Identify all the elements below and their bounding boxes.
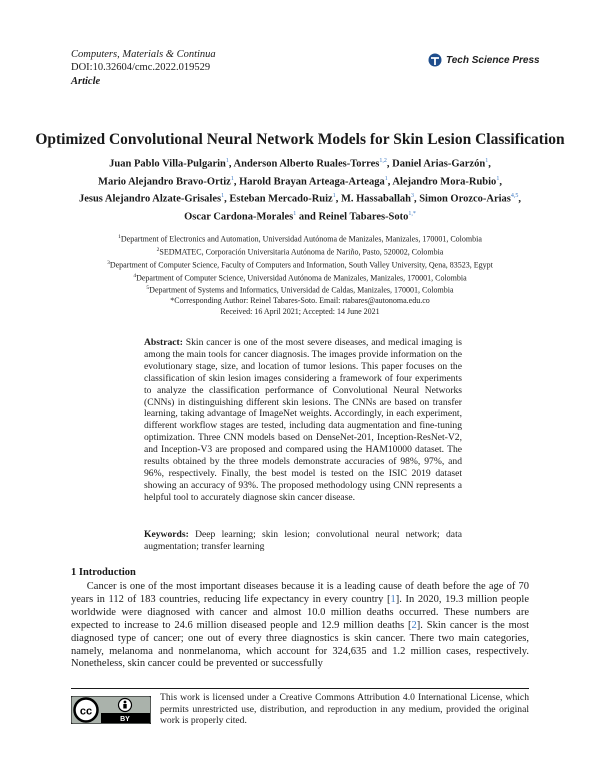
affiliation-number: 3 [107, 259, 110, 266]
author-name: Reinel Tabares-Soto [318, 211, 409, 222]
journal-name: Computers, Materials & Continua [71, 49, 216, 60]
paper-title: Optimized Convolutional Neural Network Models for Skin Lesion Classification [35, 131, 565, 148]
author-name: Daniel Arias-Garzón [392, 158, 486, 170]
affiliations [30, 232, 570, 317]
corresponding-author: *Corresponding Author: Reinel Tabares-Soto. Email: rtabares@autonoma.edu.co [170, 296, 430, 306]
affiliation-number: 4 [133, 272, 137, 279]
author-line: Oscar Cardona-Morales$^1$ and Reinel Tabares-Soto$^{1,*}$ [184, 210, 416, 222]
affiliation-item [30, 283, 570, 296]
affiliation-text: Department of Systems and Informatics, Universidad de Caldas, Manizales, 170001, Colombia [149, 286, 454, 296]
author-affiliation-marker: 1 [230, 175, 234, 182]
abstract-text: Skin cancer is one of the most severe diseases, and medical imaging is among the main tools for cancer diagnosis. The images provide information on the evolutionary stage, size, and location of tumor lesions. This paper focuses on the classification of skin lesion images considering a framework of four experiments to analyze the classification performance of Convolutional Neural Networks (CNNs) in distinguishing different skin lesions. The CNNs are based on transfer learning, taking advantage of ImageNet weights. Accordingly, in each experiment, different workflow stages are tested, including data augmentation and fine-tuning optimization. Three CNN models based on DenseNet-201, Inception-ResNet-V2, and Inception-V3 are proposed and compared using the HAM10000 dataset. The results obtained by the three models demonstrate accuracies of 98%, 97%, and 96%, respectively. Finally, the best model is tested on the ISIC 2019 dataset showing an accuracy of 93%. The proposed methodology using CNN represents a helpful tool to accurately diagnose skin cancer disease. [144, 337, 462, 503]
svg-text:cc: cc [79, 705, 93, 718]
author-affiliation-marker: 4,5 [510, 193, 519, 199]
affiliation-number: 1 [118, 234, 121, 240]
author-affiliation-marker: 1 [293, 210, 297, 217]
author-affiliation-marker: 1,2 [379, 158, 387, 164]
cc-by-badge[interactable] [71, 696, 151, 729]
publisher-logo [428, 53, 540, 67]
affiliation-item [30, 271, 570, 284]
publisher-emblem-icon [428, 53, 442, 67]
license-text: This work is licensed under a Creative Commons Attribution 4.0 International License, which permits unrestricted use, distribution, and reproduction in any medium, provided the original work is properly cited. [160, 692, 529, 727]
section-heading: 1 Introduction [71, 567, 136, 578]
author-name: Esteban Mercado-Ruiz [229, 193, 333, 205]
author-affiliation-marker: 1 [332, 193, 336, 199]
keywords-text: Deep learning; skin lesion; convolutional neural network; data augmentation; transfer learning [144, 529, 462, 552]
citation-link[interactable]: 1 [390, 593, 396, 605]
abstract [144, 337, 462, 504]
author-name: Oscar Cardona-Morales [184, 211, 294, 222]
author-affiliation-marker: 1 [225, 158, 229, 164]
cc-by-label: BY [120, 716, 130, 724]
keywords-label: Keywords: [144, 529, 189, 540]
affiliation-text: Department of Computer Science, Universidad Autónoma de Manizales, Manizales, 170001, Colombia [136, 273, 467, 283]
author-affiliation-marker: 1 [496, 175, 500, 182]
affiliation-text: Department of Electronics and Automation, Universidad Autónoma de Manizales, Manizales, 170001, Colombia [120, 234, 482, 244]
author-affiliation-marker: 1 [384, 175, 388, 182]
author-name: Jesus Alejandro Alzate-Grisales [78, 193, 222, 205]
author-name: Anderson Alberto Ruales-Torres [233, 158, 380, 170]
author-name: Alejandro Mora-Rubio [392, 176, 497, 187]
author-affiliation-marker: 1 [485, 158, 489, 164]
footer-divider [71, 688, 529, 689]
received-accepted-dates: Received: 16 April 2021; Accepted: 14 June 2021 [220, 306, 380, 316]
intro-text-1: Cancer is one of the most important diseases because it is a leading cause of death before the age of 70 years in 112 of 183 countries, reducing life expectancy in every country [ [71, 581, 529, 605]
author-affiliation-marker: 1 [221, 193, 225, 199]
affiliation-item [30, 258, 570, 271]
intro-text-3: ]. Skin cancer is the most diagnosed type of cancer; one out of every three diagnostics is skin cancer. There two main categories, namely, melanoma and nonmelanoma, which account for 324,635 and 1.2 million cases, respectively. Nonetheless, skin cancer could be prevented or successfully [71, 619, 529, 670]
author-affiliation-marker: 1,* [408, 210, 416, 217]
author-name: Simon Orozco-Arias [419, 193, 511, 205]
introduction-paragraph [71, 581, 529, 671]
abstract-label: Abstract: [144, 337, 183, 348]
citation-link[interactable]: 2 [411, 619, 417, 631]
article-type: Article [71, 76, 101, 87]
author-name: M. Hassaballah [340, 193, 411, 205]
affiliation-text: SEDMATEC, Corporación Universitaria Autónoma de Nariño, Pasto, 520002, Colombia [159, 247, 444, 257]
author-line: Jesus Alejandro Alzate-Grisales$^1$, Esteban Mercado-Ruiz$^1$, M. Hassaballah$^3$, Simon Orozco-Arias$^{4,5}$, [78, 193, 522, 205]
author-affiliation-marker: 3 [410, 193, 414, 199]
author-name: Harold Brayan Arteaga-Arteaga [239, 176, 385, 187]
affiliation-number: 5 [146, 285, 150, 292]
author-name: Mario Alejandro Bravo-Ortiz [98, 176, 231, 187]
author-name: Juan Pablo Villa-Pulgarin [109, 158, 226, 170]
intro-text-2: ]. In 2020, 19.3 million people worldwide were diagnosed with cancer and almost 10.0 million deaths occurred. These numbers are expected to increase to 24.6 million diseased people and 12.9 million deaths [ [71, 593, 529, 631]
affiliation-number: 2 [156, 246, 160, 253]
affiliation-text: Department of Computer Science, Faculty of Computers and Information, South Valley University, Qena, 83523, Egypt [109, 260, 493, 270]
keywords [144, 529, 462, 553]
affiliation-item [30, 232, 570, 245]
author-line: Juan Pablo Villa-Pulgarin$^1$, Anderson Alberto Ruales-Torres$^{1,2}$, Daniel Arias-Garzón$^1$, [109, 158, 491, 170]
doi[interactable]: DOI:10.32604/cmc.2022.019529 [71, 62, 211, 73]
affiliation-item [30, 245, 570, 258]
author-line: Mario Alejandro Bravo-Ortiz$^1$, Harold Brayan Arteaga-Arteaga$^1$, Alejandro Mora-Rubio$^1$, [98, 175, 502, 187]
publisher-name: Tech Science Press [446, 54, 540, 66]
author-list [60, 154, 540, 224]
